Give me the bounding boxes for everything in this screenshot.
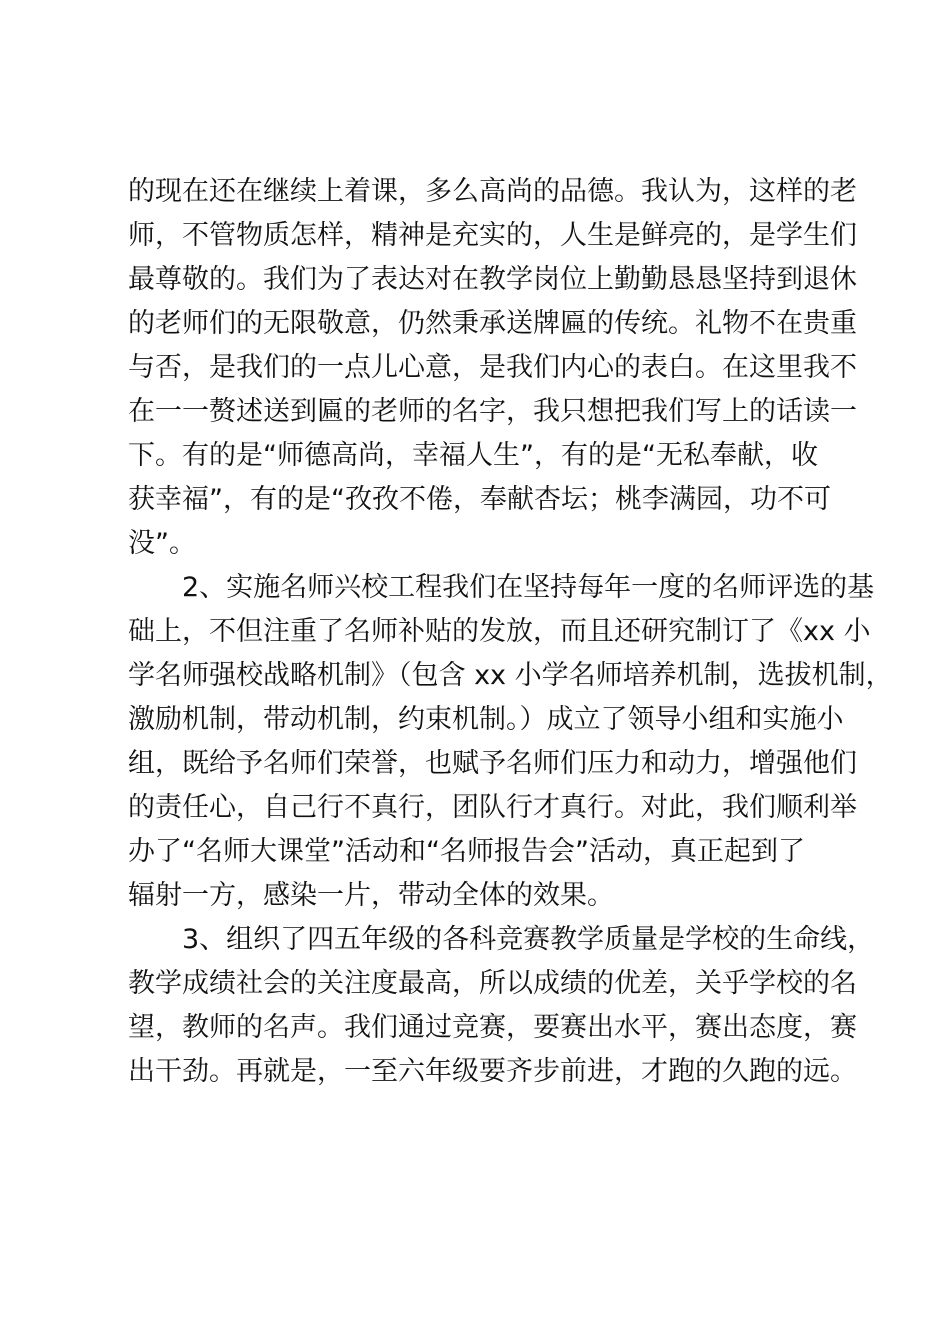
text-line: 础上，不但注重了名师补贴的发放，而且还研究制订了《xx 小 [128, 616, 871, 647]
text-line: 的老师们的无限敬意，仍然秉承送牌匾的传统。礼物不在贵重 [128, 308, 857, 339]
text-line: 学名师强校战略机制》（包含 xx 小学名师培养机制，选拔机制， [128, 660, 893, 691]
text-line: 获幸福”，有的是“孜孜不倦，奉献杏坛；桃李满园，功不可 [128, 484, 831, 515]
paragraph-start-line: 2、实施名师兴校工程我们在坚持每年一度的名师评选的基 [182, 572, 875, 603]
text-line: 与否，是我们的一点儿心意，是我们内心的表白。在这里我不 [128, 352, 857, 383]
text-line: 的责任心，自己行不真行，团队行才真行。对此，我们顺利举 [128, 792, 857, 823]
text-line: 最尊敬的。我们为了表达对在教学岗位上勤勤恳恳坚持到退休 [128, 264, 857, 295]
text-line: 在一一赘述送到匾的老师的名字，我只想把我们写上的话读一 [128, 396, 857, 427]
text-line: 的现在还在继续上着课，多么高尚的品德。我认为，这样的老 [128, 176, 857, 207]
text-line: 出干劲。再就是，一至六年级要齐步前进，才跑的久跑的远。 [128, 1056, 857, 1087]
text-line: 组，既给予名师们荣誉，也赋予名师们压力和动力，增强他们 [128, 748, 857, 779]
text-line: 教学成绩社会的关注度最高，所以成绩的优差，关乎学校的名 [128, 968, 857, 999]
text-line: 望，教师的名声。我们通过竞赛，要赛出水平，赛出态度，赛 [128, 1012, 857, 1043]
text-line: 辐射一方，感染一片，带动全体的效果。 [128, 880, 614, 911]
text-line: 没”。 [128, 528, 196, 559]
body-text [128, 170, 893, 1094]
text-line: 下。有的是“师德高尚，幸福人生”，有的是“无私奉献，收 [128, 440, 818, 471]
text-line: 激励机制，带动机制，约束机制。）成立了领导小组和实施小 [128, 704, 844, 735]
text-line: 办了“名师大课堂”活动和“名师报告会”活动，真正起到了 [128, 836, 805, 867]
text-line: 师，不管物质怎样，精神是充实的，人生是鲜亮的，是学生们 [128, 220, 857, 251]
paragraph-start-line: 3、组织了四五年级的各科竞赛教学质量是学校的生命线， [182, 924, 875, 955]
